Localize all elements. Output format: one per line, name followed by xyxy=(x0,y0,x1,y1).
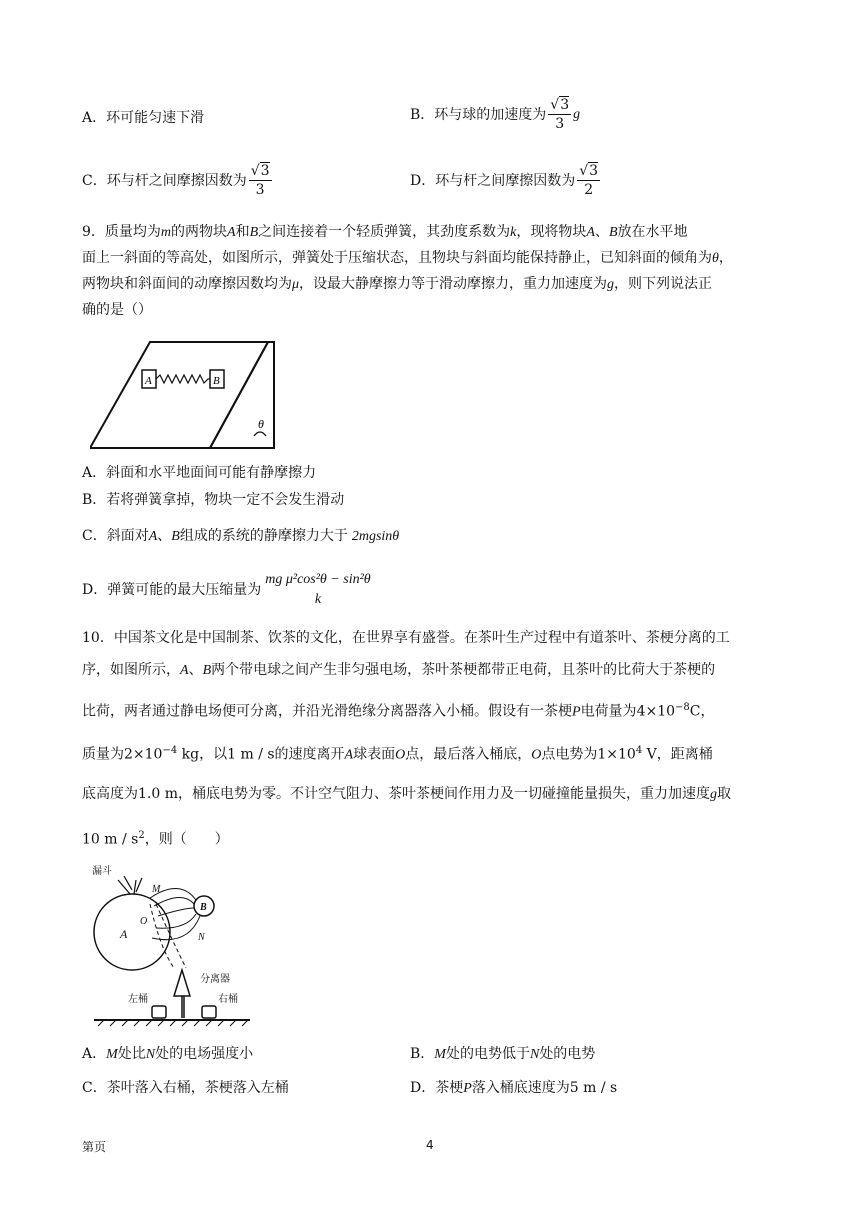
potential-exponent: 4 xyxy=(635,745,643,756)
q9-text: 、 xyxy=(157,528,172,544)
q9-text: ，则下列说法正 xyxy=(614,276,713,292)
speed-value: 1 m / s xyxy=(227,746,275,763)
q9-line-2 xyxy=(82,248,733,269)
q9-text: ， xyxy=(718,250,733,266)
var-n-point: N xyxy=(145,1047,156,1062)
q8-option-b-fraction: $\frac{√3}{3}$ xyxy=(550,97,570,132)
q9-option-d-text: D．弹簧可能的最大压缩量为 xyxy=(82,582,262,598)
var-p: P xyxy=(463,1081,472,1096)
q9-option-d-denominator: k xyxy=(314,592,322,607)
q9-text: 两物块和斜面间的动摩擦因数均为 xyxy=(82,276,292,292)
q10-line-4 xyxy=(82,741,713,766)
q10-text: ，距离桶 xyxy=(656,746,713,763)
q9-text: 9．质量均为 xyxy=(82,224,161,240)
var-a: A xyxy=(180,663,189,678)
height-value: 1.0 m xyxy=(138,786,178,802)
q9-text: 和 xyxy=(235,224,250,240)
potential-unit: V xyxy=(642,746,657,763)
q10-text: 质量为 xyxy=(82,746,124,763)
label-o: O xyxy=(140,916,148,927)
q8-option-b-denominator: 3 xyxy=(555,116,565,132)
q10-text: ，桶底电势为零。不计空气阻力、茶叶茶梗间作用力及一切碰撞能量损失，重力加速度 xyxy=(178,786,710,802)
mass-exponent: −4 xyxy=(162,745,178,756)
q10-text: 两个带电球之间产生非匀强电场，茶叶茶梗都带正电荷，且茶叶的比荷大于茶梗的 xyxy=(211,662,716,678)
right-bucket-icon xyxy=(202,1006,216,1018)
q9-text: 面上一斜面的等高处，如图所示，弹簧处于压缩状态，且物块与斜面均能保持静止，已知斜面的倾角为 xyxy=(82,250,712,266)
q10-text: 比荷，两者通过静电场便可分离，并沿光滑绝缘分离器落入小桶。假设有一茶梗 xyxy=(82,703,572,720)
q10-text: 底高度为 xyxy=(82,786,138,802)
spring xyxy=(156,375,210,383)
var-a: A xyxy=(148,529,158,544)
q8-option-d-text: D．环与杆之间摩擦因数为 xyxy=(410,172,576,189)
q9-line-4: 确的是（） xyxy=(82,302,152,318)
q9-text: ，设最大静摩擦力等于滑动摩擦力，重力加速度为 xyxy=(299,276,608,292)
var-a: A xyxy=(586,225,595,240)
left-bucket-icon xyxy=(152,1006,166,1018)
q9-option-b: B．若将弹簧拿掉，物块一定不会发生滑动 xyxy=(82,492,345,508)
var-theta: θ xyxy=(712,251,719,266)
q10-text: 、 xyxy=(188,662,203,678)
q10-text: 电荷量为 xyxy=(580,703,637,720)
q8-option-b-numerator: 3 xyxy=(560,97,570,113)
var-b: B xyxy=(608,225,618,240)
accel-value: 10 m / s xyxy=(82,831,139,848)
var-g: g xyxy=(607,277,615,292)
q10-text: 点，最后落入桶底， xyxy=(405,746,532,763)
fig-label-a: A xyxy=(145,375,152,387)
ball-a xyxy=(94,894,170,970)
separator-figure xyxy=(90,858,260,1030)
q9-text: 之间连接着一个轻质弹簧，其劲度系数为 xyxy=(258,224,511,240)
q10-text: ，以 xyxy=(199,746,228,763)
charge-exponent: −8 xyxy=(675,702,690,713)
var-m: m xyxy=(160,225,172,240)
var-b: B xyxy=(249,225,259,240)
q8-option-c-numerator: 3 xyxy=(260,163,270,179)
q8-option-c xyxy=(82,162,274,199)
label-b: B xyxy=(200,902,207,913)
var-b: B xyxy=(171,529,180,544)
q10-option-c: C．茶叶落入右桶，茶梗落入左桶 xyxy=(82,1080,289,1096)
label-n: N xyxy=(198,932,205,943)
charge-unit: C， xyxy=(689,703,715,720)
q8-option-c-fraction: $\frac{√3}{3}$ xyxy=(250,163,270,198)
q10-option-a xyxy=(82,1044,253,1065)
q8-option-d xyxy=(410,162,602,199)
q10-text: ，则（ ） xyxy=(144,831,229,848)
q9-option-c-text: C．斜面对 xyxy=(82,528,149,544)
q9-text: ，现将物块 xyxy=(516,224,587,240)
q10-line-6 xyxy=(82,826,229,850)
q9-option-d-numerator: mg μ²cos²θ − sin²θ xyxy=(265,572,371,587)
q10-line-1: 10．中国茶文化是中国制茶、饮茶的文化，在世界享有盛誉。在茶叶生产过程中有道茶叶、茶梗分离的工 xyxy=(82,630,730,646)
var-n-point: N xyxy=(529,1047,540,1062)
var-o: O xyxy=(531,747,542,763)
q10-option-text: 处的电势 xyxy=(539,1046,596,1062)
page-number: 4 xyxy=(426,1138,434,1152)
potential-value: 1×10 xyxy=(597,746,636,763)
q9-option-d xyxy=(82,570,375,610)
q9-option-c-text: 组成的系统的静摩擦力大于 xyxy=(179,528,348,544)
q10-option-text: 处比 xyxy=(117,1046,146,1062)
q9-option-a: A．斜面和水平地面间可能有静摩擦力 xyxy=(82,465,317,481)
fig-label-b: B xyxy=(213,375,220,387)
q10-option-text: B． xyxy=(410,1046,435,1062)
label-a: A xyxy=(120,927,128,941)
q10-option-text: D．茶梗 xyxy=(410,1080,464,1096)
q10-text: 的速度离开 xyxy=(274,746,345,763)
label-funnel: 漏斗 xyxy=(92,866,112,877)
q8-option-b-g: g xyxy=(573,106,581,122)
incline-side-face xyxy=(210,342,274,448)
speed-answer: 5 m / s xyxy=(569,1080,618,1096)
var-mu: μ xyxy=(292,277,300,292)
separator-icon xyxy=(174,970,190,996)
mass-unit: kg xyxy=(177,746,200,763)
footer-left: 第页 xyxy=(82,1140,107,1154)
q8-option-b xyxy=(410,96,580,133)
charge-value: 4×10 xyxy=(636,703,676,720)
var-o: O xyxy=(395,747,406,763)
incline-figure xyxy=(90,336,280,452)
q10-line-3 xyxy=(82,698,714,723)
angle-arc xyxy=(254,432,266,436)
q8-option-d-fraction: $\frac{√3}{2}$ xyxy=(579,163,599,198)
q10-option-text: 落入桶底速度为 xyxy=(471,1080,570,1096)
q8-option-c-denominator: 3 xyxy=(255,182,265,198)
label-separator: 分离器 xyxy=(200,974,230,985)
q10-text: 点电势为 xyxy=(541,746,598,763)
var-a: A xyxy=(227,225,236,240)
q10-line-5 xyxy=(82,784,731,805)
label-right-bucket: 右桶 xyxy=(218,994,238,1005)
q10-option-d xyxy=(410,1078,617,1099)
var-b: B xyxy=(202,663,212,678)
q10-option-text: A． xyxy=(82,1046,107,1062)
mass-value: 2×10 xyxy=(124,746,163,763)
q9-text: 放在水平地 xyxy=(617,224,688,240)
var-g: g xyxy=(710,787,717,802)
q10-text: 序，如图所示， xyxy=(82,662,180,678)
q10-line-2 xyxy=(82,660,715,681)
q8-option-b-text: B．环与球的加速度为 xyxy=(410,106,547,123)
q10-option-text: 处的电势低于 xyxy=(445,1046,530,1062)
var-p: P xyxy=(572,704,581,720)
q9-text: 的两物块 xyxy=(171,224,228,240)
q8-option-d-denominator: 2 xyxy=(584,182,594,198)
var-a: A xyxy=(344,747,354,763)
q8-option-a: A．环可能匀速下滑 xyxy=(82,110,205,126)
q10-option-b xyxy=(410,1044,595,1065)
q9-option-c-expression: 2mgsinθ xyxy=(351,529,400,544)
q10-option-text: 处的电场强度小 xyxy=(155,1046,254,1062)
var-m-point: M xyxy=(106,1047,118,1062)
q9-line-3 xyxy=(82,274,712,295)
var-m-point: M xyxy=(434,1047,446,1062)
funnel-icon xyxy=(118,876,142,894)
label-m: M xyxy=(152,884,161,895)
q9-text: 、 xyxy=(594,224,609,240)
q9-option-d-fraction xyxy=(263,570,372,610)
q9-line-1 xyxy=(82,222,688,243)
accel-exponent: 2 xyxy=(138,830,145,841)
var-k: k xyxy=(510,225,517,240)
q10-text: 球表面 xyxy=(353,746,396,763)
fig-label-theta: θ xyxy=(258,417,264,431)
label-left-bucket: 左桶 xyxy=(128,994,148,1005)
q8-option-c-text: C．环与杆之间摩擦因数为 xyxy=(82,172,247,189)
incline-top-face xyxy=(90,342,268,448)
q10-text: 取 xyxy=(717,786,731,802)
q9-option-c xyxy=(82,526,399,547)
q8-option-d-numerator: 3 xyxy=(589,163,599,179)
